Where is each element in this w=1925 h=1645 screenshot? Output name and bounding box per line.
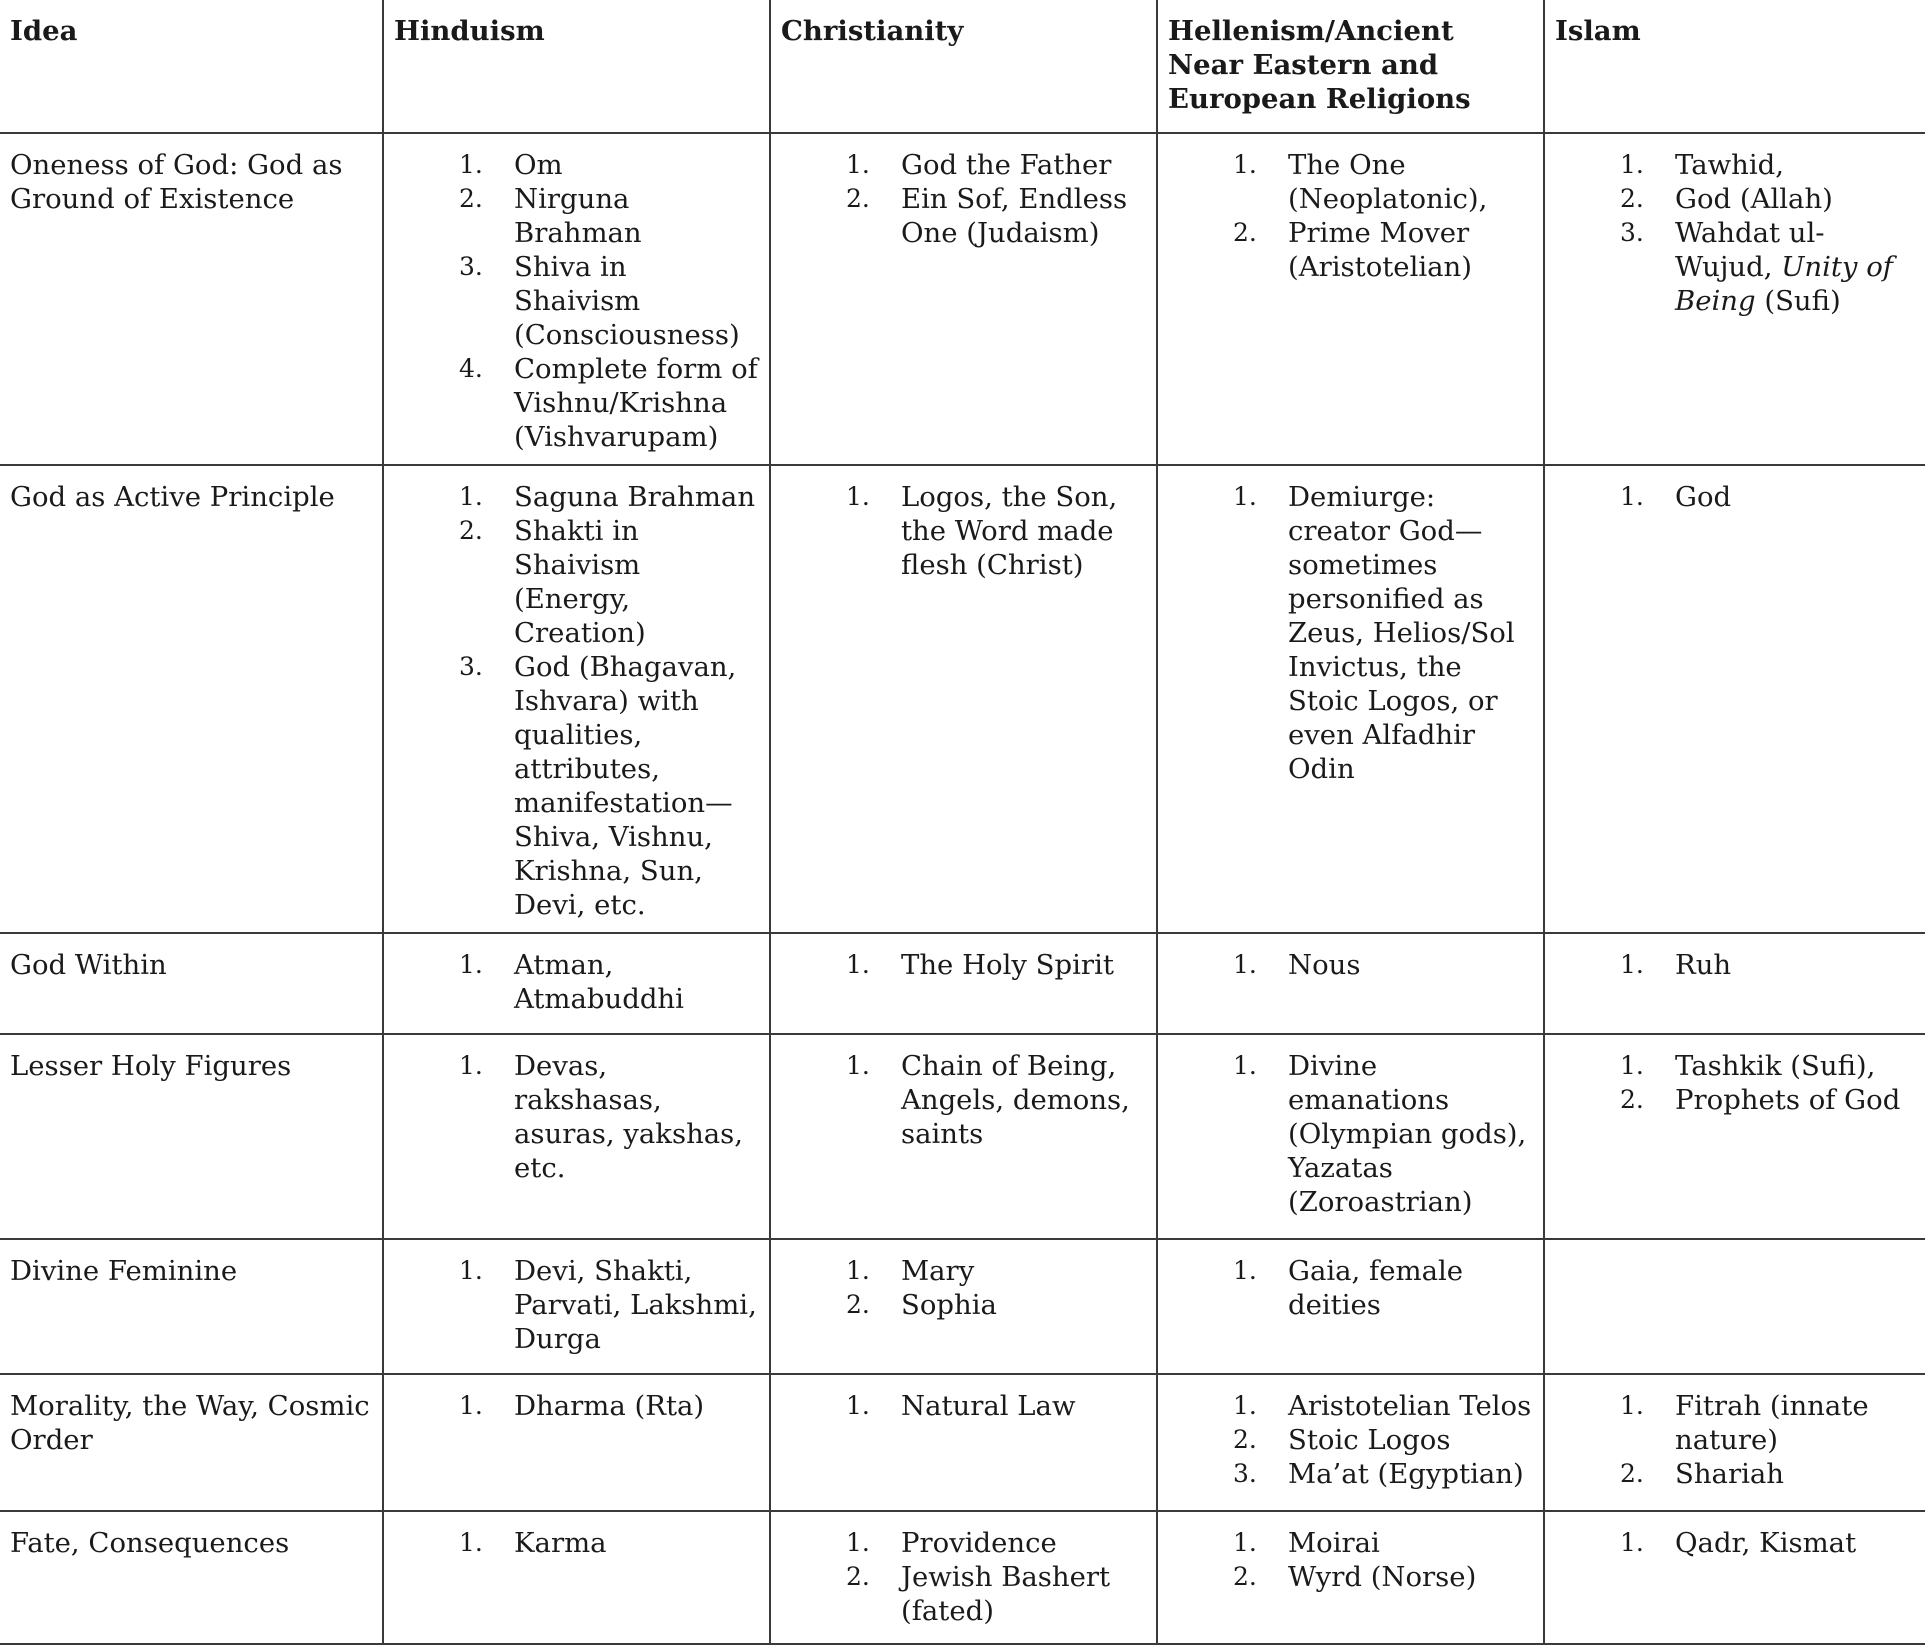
list-number: 1. (1233, 950, 1257, 979)
hellenism-cell (1157, 1034, 1544, 1239)
list-item (781, 1526, 1146, 1560)
list-item (1168, 948, 1533, 982)
list-number: 1. (1620, 1391, 1644, 1420)
list-text (1675, 1389, 1915, 1457)
idea-cell: Divine Feminine (0, 1239, 383, 1374)
list-number: 2. (1620, 1085, 1644, 1114)
list-text-value: Providence (901, 1527, 1057, 1559)
idea-cell: Lesser Holy Figures (0, 1034, 383, 1239)
list-text-value: Gaia, female deities (1288, 1255, 1464, 1321)
list-item (394, 1049, 759, 1185)
christianity-list (781, 1389, 1146, 1423)
christianity-cell (770, 1239, 1157, 1374)
list-text (1288, 1526, 1533, 1560)
idea-cell: Oneness of God: God as Ground of Existence (0, 133, 383, 465)
list-number: 1. (1620, 1528, 1644, 1557)
list-number: 1. (459, 950, 483, 979)
islam-list (1555, 1049, 1915, 1117)
list-item (1168, 148, 1533, 216)
list-number: 2. (846, 1562, 870, 1591)
hinduism-cell (383, 1511, 770, 1644)
hellenism-list (1168, 948, 1533, 982)
list-item (781, 480, 1146, 582)
christianity-list (781, 480, 1146, 582)
islam-list (1555, 480, 1915, 514)
list-number: 2. (1233, 218, 1257, 247)
hellenism-list (1168, 1254, 1533, 1322)
table-row (0, 1374, 1925, 1511)
list-text-value: Shariah (1675, 1458, 1784, 1490)
list-text (514, 1526, 759, 1560)
list-number: 1. (1233, 150, 1257, 179)
islam-cell (1544, 133, 1925, 465)
list-number: 1. (1233, 1391, 1257, 1420)
list-item (781, 1049, 1146, 1151)
list-text (514, 1389, 759, 1423)
list-item (394, 250, 759, 352)
christianity-cell (770, 933, 1157, 1034)
list-item (1555, 480, 1915, 514)
idea-cell: God Within (0, 933, 383, 1034)
christianity-list (781, 148, 1146, 250)
list-number: 4. (459, 354, 483, 383)
list-number: 3. (459, 652, 483, 681)
islam-cell (1544, 1374, 1925, 1511)
list-item (1555, 216, 1915, 318)
christianity-cell (770, 1034, 1157, 1239)
list-text (901, 480, 1146, 582)
list-number: 1. (846, 150, 870, 179)
list-item (394, 514, 759, 650)
hellenism-list (1168, 148, 1533, 284)
hellenism-cell (1157, 1511, 1544, 1644)
table-row (0, 133, 1925, 465)
list-item (781, 1254, 1146, 1288)
list-text (514, 1049, 759, 1185)
list-text (514, 250, 759, 352)
list-text (1288, 948, 1533, 982)
christianity-list (781, 1049, 1146, 1151)
list-text-value: Logos, the Son, the Word made flesh (Christ) (901, 481, 1118, 581)
list-text (1675, 1526, 1915, 1560)
hinduism-cell (383, 933, 770, 1034)
idea-cell: Fate, Consequences (0, 1511, 383, 1644)
list-number: 1. (1620, 950, 1644, 979)
list-text (901, 1389, 1146, 1423)
list-text-value: Nirguna Brahman (514, 183, 642, 249)
hinduism-list (394, 1254, 759, 1356)
list-number: 1. (1233, 1256, 1257, 1285)
list-item (1168, 1389, 1533, 1423)
hellenism-list (1168, 480, 1533, 786)
hinduism-list (394, 1389, 759, 1423)
list-text (1288, 1389, 1533, 1423)
hinduism-cell (383, 1034, 770, 1239)
list-item (1555, 1457, 1915, 1491)
list-item (1555, 1083, 1915, 1117)
hinduism-cell (383, 465, 770, 933)
list-text (1675, 480, 1915, 514)
list-text-value: Shakti in Shaivism (Energy, Creation) (514, 515, 646, 649)
list-text (1288, 1049, 1533, 1219)
list-text (514, 948, 759, 1016)
list-text (901, 948, 1146, 982)
list-text (514, 514, 759, 650)
list-number: 1. (846, 1051, 870, 1080)
list-number: 1. (459, 1391, 483, 1420)
list-item (1168, 1049, 1533, 1219)
list-text (901, 1526, 1146, 1560)
list-text-value: Devas, rakshasas, asuras, yakshas, etc. (514, 1050, 744, 1184)
list-text-value: God (Allah) (1675, 183, 1833, 215)
list-number: 1. (846, 482, 870, 511)
list-item (781, 148, 1146, 182)
list-text-value: Divine emanations (Olympian gods), Yazatas (Zoroastrian) (1288, 1050, 1527, 1218)
list-text (1675, 182, 1915, 216)
list-number: 2. (1620, 184, 1644, 213)
hellenism-cell (1157, 465, 1544, 933)
list-text-value: Qadr, Kismat (1675, 1527, 1857, 1559)
list-number: 1. (1620, 1051, 1644, 1080)
islam-list (1555, 1526, 1915, 1560)
list-item (1555, 948, 1915, 982)
table-row (0, 465, 1925, 933)
christianity-list (781, 948, 1146, 982)
list-number: 2. (1620, 1459, 1644, 1488)
header-christianity: Christianity (770, 0, 1157, 133)
list-text-value: Nous (1288, 949, 1361, 981)
hinduism-cell (383, 133, 770, 465)
islam-cell (1544, 1239, 1925, 1374)
list-text (514, 352, 759, 454)
christianity-list (781, 1254, 1146, 1322)
list-text-value: Jewish Bashert (fated) (901, 1561, 1111, 1627)
list-item (781, 948, 1146, 982)
list-text-value: Complete form of Vishnu/Krishna (Vishvarupam) (514, 353, 758, 453)
list-item (1168, 1560, 1533, 1594)
hellenism-cell (1157, 1239, 1544, 1374)
list-text-value: Aristotelian Telos (1288, 1390, 1532, 1422)
list-number: 2. (459, 516, 483, 545)
hinduism-list (394, 480, 759, 922)
list-text (1675, 1083, 1915, 1117)
hinduism-list (394, 1049, 759, 1185)
list-item (394, 1526, 759, 1560)
list-text-value: Ma’at (Egyptian) (1288, 1458, 1524, 1490)
list-item (394, 182, 759, 250)
islam-list (1555, 948, 1915, 982)
list-text (1675, 1457, 1915, 1491)
list-number: 3. (1233, 1459, 1257, 1488)
table-row (0, 1034, 1925, 1239)
list-item (781, 1560, 1146, 1628)
list-item (781, 1389, 1146, 1423)
list-text (901, 148, 1146, 182)
list-text (901, 1560, 1146, 1628)
list-text-value: God the Father (901, 149, 1112, 181)
hellenism-list (1168, 1389, 1533, 1491)
list-item (1168, 480, 1533, 786)
list-text (514, 1254, 759, 1356)
list-text-value: Ein Sof, Endless One (Judaism) (901, 183, 1128, 249)
header-row (0, 0, 1925, 133)
list-item (1555, 182, 1915, 216)
list-number: 1. (1233, 1051, 1257, 1080)
list-text (1288, 148, 1533, 216)
list-item (1555, 1049, 1915, 1083)
list-text-value: Demiurge: creator God—sometimes personified as Zeus, Helios/Sol Invictus, the Stoic Logos, or even Alfadhir Odin (1288, 481, 1515, 785)
list-item (1168, 1457, 1533, 1491)
list-number: 2. (1233, 1562, 1257, 1591)
list-item (1555, 148, 1915, 182)
list-item (394, 480, 759, 514)
list-item (781, 182, 1146, 250)
list-text (1288, 1560, 1533, 1594)
list-text-value: Mary (901, 1255, 975, 1287)
christianity-cell (770, 1374, 1157, 1511)
hellenism-cell (1157, 1374, 1544, 1511)
list-item (1555, 1526, 1915, 1560)
header-hinduism: Hinduism (383, 0, 770, 133)
list-text (901, 1254, 1146, 1288)
hinduism-list (394, 148, 759, 454)
list-text-value: Karma (514, 1527, 607, 1559)
list-text (514, 182, 759, 250)
hellenism-list (1168, 1526, 1533, 1594)
list-item (1168, 1423, 1533, 1457)
list-text-value: Shiva in Shaivism (Consciousness) (514, 251, 740, 351)
list-text-value: Dharma (Rta) (514, 1390, 705, 1422)
list-text-value: Prime Mover (Aristotelian) (1288, 217, 1473, 283)
list-number: 3. (1620, 218, 1644, 247)
list-text-value: Tawhid, (1675, 149, 1784, 181)
list-text (1675, 148, 1915, 182)
header-hellenism: Hellenism/Ancient Near Eastern and European Religions (1157, 0, 1544, 133)
list-item (394, 1254, 759, 1356)
list-number: 2. (846, 184, 870, 213)
list-text-value: Sophia (901, 1289, 997, 1321)
list-text-value: Natural Law (901, 1390, 1076, 1422)
list-text-value: Om (514, 149, 563, 181)
list-text-value: Tashkik (Sufi), (1675, 1050, 1876, 1082)
list-text (1675, 216, 1915, 318)
list-number: 1. (1233, 1528, 1257, 1557)
table-row (0, 933, 1925, 1034)
list-item (394, 352, 759, 454)
hinduism-list (394, 948, 759, 1016)
header-idea: Idea (0, 0, 383, 133)
table-row (0, 1239, 1925, 1374)
hellenism-cell (1157, 933, 1544, 1034)
christianity-cell (770, 1511, 1157, 1644)
list-number: 2. (459, 184, 483, 213)
list-text (901, 182, 1146, 250)
list-number: 3. (459, 252, 483, 281)
list-item (394, 1389, 759, 1423)
islam-list (1555, 148, 1915, 318)
list-text (901, 1288, 1146, 1322)
list-number: 1. (846, 950, 870, 979)
list-text-value: Chain of Being, Angels, demons, saints (901, 1050, 1130, 1150)
islam-cell (1544, 1511, 1925, 1644)
christianity-cell (770, 133, 1157, 465)
list-text-value: The Holy Spirit (901, 949, 1114, 981)
idea-cell: God as Active Principle (0, 465, 383, 933)
list-text-value: Atman, Atmabuddhi (514, 949, 684, 1015)
list-number: 1. (1233, 482, 1257, 511)
term-note: (Sufi) (1764, 285, 1841, 317)
table-body (0, 133, 1925, 1644)
list-text-value: Stoic Logos (1288, 1424, 1451, 1456)
list-item (394, 148, 759, 182)
italic-term: Unity of Being (1675, 251, 1893, 317)
list-number: 1. (459, 1051, 483, 1080)
list-number: 1. (1620, 482, 1644, 511)
list-text (1288, 216, 1533, 284)
header-islam: Islam (1544, 0, 1925, 133)
hinduism-cell (383, 1239, 770, 1374)
list-item (1168, 216, 1533, 284)
list-text-value: The One (Neoplatonic), (1288, 149, 1488, 215)
islam-cell (1544, 465, 1925, 933)
list-text-value: Fitrah (innate nature) (1675, 1390, 1869, 1456)
list-text-value: Wyrd (Norse) (1288, 1561, 1477, 1593)
list-text-value: Moirai (1288, 1527, 1380, 1559)
christianity-cell (770, 465, 1157, 933)
list-text-value: Devi, Shakti, Parvati, Lakshmi, Durga (514, 1255, 757, 1355)
hinduism-list (394, 1526, 759, 1560)
hellenism-cell (1157, 133, 1544, 465)
list-item (781, 1288, 1146, 1322)
list-item (394, 948, 759, 1016)
list-text-value: God (Bhagavan, Ishvara) with qualities, attributes, manifestation—Shiva, Vishnu, Krishna, Sun, Devi, etc. (514, 651, 737, 921)
list-text (901, 1049, 1146, 1151)
islam-cell (1544, 1034, 1925, 1239)
idea-cell: Morality, the Way, Cosmic Order (0, 1374, 383, 1511)
islam-cell (1544, 933, 1925, 1034)
list-text (514, 480, 759, 514)
list-number: 1. (459, 1256, 483, 1285)
list-text (1288, 480, 1533, 786)
christianity-list (781, 1526, 1146, 1628)
list-text (1288, 1423, 1533, 1457)
list-text (1675, 948, 1915, 982)
list-item (1168, 1254, 1533, 1322)
list-text (1288, 1457, 1533, 1491)
list-text-value: God (1675, 481, 1732, 513)
hinduism-cell (383, 1374, 770, 1511)
list-number: 1. (459, 150, 483, 179)
list-number: 2. (846, 1290, 870, 1319)
list-number: 1. (846, 1528, 870, 1557)
table-row (0, 1511, 1925, 1644)
list-text (1288, 1254, 1533, 1322)
list-text (514, 650, 759, 922)
list-text-value: Prophets of God (1675, 1084, 1901, 1116)
list-text-value: Wahdat ul-Wujud, (1675, 217, 1825, 283)
hellenism-list (1168, 1049, 1533, 1219)
list-number: 1. (459, 482, 483, 511)
list-number: 1. (846, 1391, 870, 1420)
list-item (1555, 1389, 1915, 1457)
list-text-value: Ruh (1675, 949, 1732, 981)
list-number: 1. (1620, 150, 1644, 179)
list-item (1168, 1526, 1533, 1560)
list-number: 2. (1233, 1425, 1257, 1454)
list-item (394, 650, 759, 922)
list-text (1675, 1049, 1915, 1083)
list-text-value: Saguna Brahman (514, 481, 756, 513)
list-number: 1. (846, 1256, 870, 1285)
list-text (514, 148, 759, 182)
list-number: 1. (459, 1528, 483, 1557)
islam-list (1555, 1389, 1915, 1491)
